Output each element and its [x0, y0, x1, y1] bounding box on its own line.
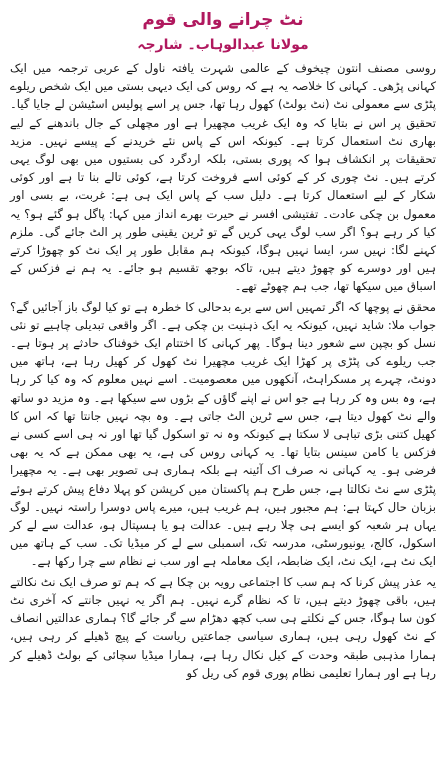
author-byline: مولانا عبدالوہاب۔ شارجہ [137, 37, 309, 53]
article-title: نٹ چرانے والی قوم [142, 10, 304, 30]
paragraph: محقق نے پوچھا کہ اگر تمہیں اس سے برے بدحالی کا خطرہ ہے تو کیا لوگ باز آجائیں گے؟ جواب ملا: شاید نہیں، کیونکہ یہ ایک ذہنیت بن چکی ہے۔ اگر واقعی تبدیلی چاہیے تو نئی نسل کو بچپن سے شعور دینا ہوگا۔ پھر کہانی کا اختتام ایک خوفناک حادثے پر ہوتا ہے۔ جب ریلوے کی پٹڑی پر کھڑا ایک غریب مچھیرا نٹ کھول کر کھیل رہا ہے، ہاتھ میں دونٹ، چہرے پر مسکراہٹ، آنکھوں میں معصومیت۔ اسے نہیں معلوم کہ وہ کیا کر رہا ہے، وہ بس وہ کر رہا ہے جو اس نے اپنے گاؤں کے بڑوں سے سیکھا ہے۔ وہ مزید دو ساتھ والے نٹ کھول دیتا ہے، جس سے ٹرین الٹ جاتی ہے۔ وہ بچہ نہیں جانتا تھا کہ اس کا کھیل کتنی بڑی تباہی لا سکتا ہے کیونکہ وہ نہ تو اسکول گیا تھا اور نہ ہی اسے کسی نے فزکس یا کامن سینس بتایا تھا۔ یہ کہانی روس کی ہے، یہ بھی ممکن ہے کہ یہ بھی فرضی ہو۔ یہ کہانی نہ صرف اک آئینہ ہے بلکہ ہماری ہی تصویر بھی ہے۔ یہ مچھیرا پٹڑی سے نٹ نکالتا ہے، جس طرح ہم پاکستان میں کرپشن کو پہلا دفاع پیش کرتے ہوئے بزبان حال کہتا ہے: ہم مجبور ہیں، ہم غریب ہیں، میرے پاس دوسرا راستہ نہیں۔ لوگ یہاں ہر شعبہ کو ایسے ہی چلا رہے ہیں۔ عدالت ہو یا ہسپتال ہو، عدالت سے لے کر اسکول، کالج، یونیورسٹی، مدرسہ تک، اسمبلی سے لے کر میڈیا تک۔ سب کے ہاتھ میں ایک نٹ ہے، ایک نٹ، ایک ضابطہ، ایک معاملہ ہے اور سب نے نظام سے چرا رکھا ہے۔ [9, 299, 436, 569]
paragraph: یہ عذر پیش کرنا کہ ہم سب کا اجتماعی رویہ بن چکا ہے کہ ہم تو صرف ایک نٹ نکالتے ہیں، باقی چھوڑ دیتے ہیں، تا کہ نظام گرے نہیں۔ ہم اگر یہ نہیں جانتے کہ آخری نٹ کون سا ہوگا، جس کے نکلتے ہی سب کچھ دھڑام سے گر جائے گا؟ ہماری عدالتیں انصاف کے نٹ کھول رہی ہیں، ہماری سیاسی جماعتیں ریاست کے پیچ ڈھیلے کر رہی ہیں، ہمارا مذہبی طبقہ وحدت کے کیل نکال رہا ہے، ہمارا میڈیا سچائی کے بولٹ ڈھیلے کر رہا ہے اور ہمارا تعلیمی نظام پوری قوم کی ریل کو [10, 574, 436, 680]
paragraph: روسی مصنف انتون چیخوف کے عالمی شہرت یافتہ ناول کے عربی ترجمہ میں ایک کہانی پڑھی۔ کہانی کا خلاصہ یہ ہے کہ روس کی ایک دیہی بستی میں ایک شخص ریلوے پٹڑی سے معمولی نٹ (نٹ بولٹ) کھول رہا تھا، جس پر اسے پولیس اسٹیشن لے جایا گیا۔ تحقیق پر اس نے بتایا کہ وہ ایک غریب مچھیرا ہے اور مچھلی کے جال باندھنے کے لیے بھاری نٹ استعمال کرتا ہے۔ کیونکہ اس کے پاس نئے خریدنے کے پیسے نہیں۔ مزید تحقیقات پر انکشاف ہوا کہ پوری بستی، بلکہ اردگرد کی بستیوں میں بھی لوگ یہی کرتے ہیں۔ نٹ چوری کر کے کوئی اسے فروخت کرتا ہے، کوئی تالے بنا تا ہے اور کوئی شکار کے لیے استعمال کرتا ہے۔ دلیل سب کے پاس ایک ہی ہے: غربت، بے بسی اور معمول بن چکی عادت۔ تفتیشی افسر نے حیرت بھرے انداز میں کہا: پاگل ہو گئے ہو؟ یہ کیا کر رہے ہو؟ اگر سب لوگ یہی کریں گے تو ٹرین یقینی طور پر الٹ جائے گی۔ ملزم کہنے لگا: نہیں سر، ایسا نہیں ہوگا، کیونکہ ہم مقابل طور پر ایک نٹ کو چھوڑا کرتے ہیں اور دوسرے کو چھوڑ دیتے ہیں، تاکہ بوجھ تقسیم ہو جائے۔ یہ ہم نے فزکس کے اسباق میں سیکھا تھا، جب ہم چھوٹے تھے۔ [10, 61, 436, 294]
article-body [10, 59, 436, 682]
